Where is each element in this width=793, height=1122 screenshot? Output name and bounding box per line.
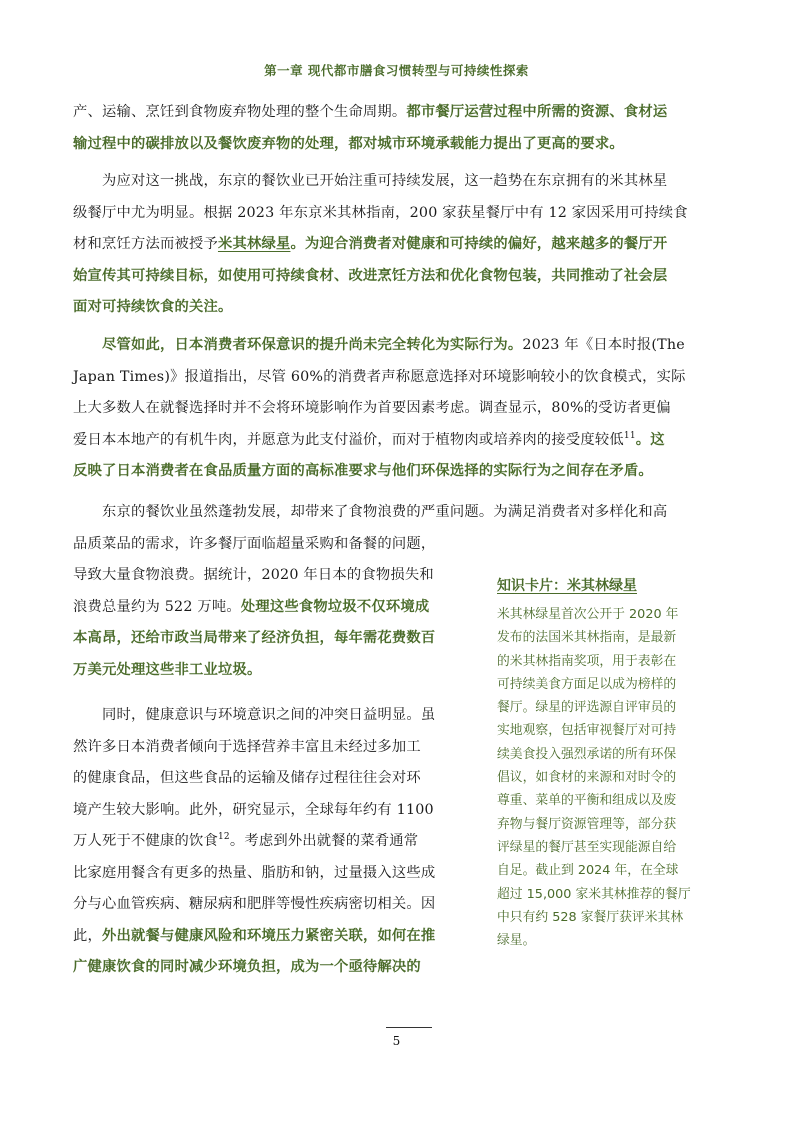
paragraph-line: 境产生较大影响。此外，研究显示，全球每年约有 1100 [73, 801, 434, 818]
card-line: 倡议，如食材的来源和对时令的 [497, 770, 677, 786]
paragraph-5 [73, 700, 435, 984]
paragraph-line: 然许多日本消费者倾向于选择营养丰富且未经过多加工 [73, 738, 421, 755]
card-line: 可持续美食方面足以成为榜样的 [497, 676, 677, 692]
highlight-run: 都市餐厅运营过程中所需的资源、食材运 [406, 104, 668, 120]
card-line: 评绿星的餐厅甚至实现能源自给 [497, 839, 677, 855]
card-line: 的米其林指南奖项，用于表彰在 [497, 653, 677, 669]
highlight-run: 外出就餐与健康风险和环境压力紧密关联，如何在推 [102, 927, 436, 944]
paragraph-line [73, 425, 686, 457]
page-number: 5 [392, 1034, 401, 1048]
text-run: 。考虑到外出就餐的菜肴通常 [229, 833, 419, 849]
card-line: 续美食投入强烈承诺的所有环保 [497, 746, 677, 762]
paragraph-2 [73, 166, 688, 324]
paragraph-line: 为应对这一挑战，东京的餐饮业已开始注重可持续发展，这一趋势在东京拥有的米其林星 [102, 173, 668, 189]
card-line: 中只有约 528 家餐厅获评米其林 [497, 909, 684, 925]
paragraph-line: 万美元处理这些非工业垃圾。 [73, 661, 262, 678]
card-line: 餐厅。绿星的评选源自评审员的 [497, 700, 677, 716]
card-line: 绿星。 [497, 933, 536, 949]
paragraph-line: 上大多数人在就餐选择时并不会将环境影响作为首要因素考虑。调查显示，80%的受访者更偏 [73, 400, 671, 416]
text-run: 此， [73, 927, 102, 944]
footer-divider [386, 1027, 432, 1028]
footnote-ref-11[interactable]: 11 [623, 430, 636, 441]
paragraph-line: 始宣传其可持续目标，如使用可持续食材、改进烹饪方法和优化食物包装，共同推动了社会层 [73, 267, 668, 284]
text-run: 2023 年《日本时报(The [522, 337, 685, 353]
michelin-green-star-link[interactable]: 米其林绿星 [217, 236, 291, 252]
paragraph-line: 分与心血管疾病、糖尿病和肥胖等慢性疾病密切相关。因 [73, 896, 436, 912]
paragraph-line [73, 826, 435, 858]
paragraph-line: 级餐厅中尤为明显。根据 2023 年东京米其林指南，200 家获星餐厅中有 12 家因采用可持续食 [73, 204, 688, 221]
card-line: 米其林绿星首次公开于 2020 年 [497, 607, 679, 622]
paragraph-line [73, 330, 686, 362]
knowledge-card-title: 知识卡片：米其林绿星 [497, 578, 637, 594]
card-line: 发布的法国米其林指南，是最新 [497, 630, 677, 646]
card-line: 自足。截止到 2024 年，在全球 [497, 863, 679, 879]
text-run: 产、运输、烹饪到食物废弃物处理的整个生命周期。 [73, 104, 407, 120]
text-run: 材和烹饪方法而被授予 [73, 236, 218, 252]
card-line: 超过 15,000 家米其林推荐的餐厅 [497, 886, 691, 902]
paragraph-line: 广健康饮食的同时减少环境负担，成为一个亟待解决的 [73, 959, 421, 975]
paragraph-line: 反映了日本消费者在食品质量方面的高标准要求与他们环保选择的实际行为之间存在矛盾。 [73, 463, 653, 479]
card-line: 弃物与餐厅资源管理等，部分获 [497, 816, 677, 832]
chapter-header: 第一章 现代都市膳食习惯转型与可持续性探索 [264, 63, 529, 78]
card-line: 实地观察，包括审视餐厅对可持 [497, 723, 677, 739]
card-line: 尊重、菜单的平衡和组成以及废 [497, 793, 677, 809]
paragraph-line: 同时，健康意识与环境意识之间的冲突日益明显。虽 [102, 707, 436, 723]
highlight-run: 处理这些食物垃圾不仅环境成 [240, 598, 430, 615]
footnote-ref-12[interactable]: 12 [217, 832, 230, 843]
highlight-run: 。为迎合消费者对健康和可持续的偏好，越来越多的餐厅开 [290, 236, 668, 252]
highlight-run: 尽管如此，日本消费者环保意识的提升尚未完全转化为实际行为。 [102, 337, 523, 353]
text-run: 万人死于不健康的饮食 [73, 833, 218, 849]
paragraph-line [73, 97, 667, 129]
paragraph-line: 导致大量食物浪费。据统计，2020 年日本的食物损失和 [73, 567, 434, 583]
paragraph-1 [73, 97, 667, 160]
paragraph-line: 品质菜品的需求，许多餐厅面临超量采购和备餐的问题， [73, 535, 436, 552]
highlight-run: 。这 [635, 431, 665, 448]
knowledge-card [497, 573, 722, 952]
text-run: 浪费总量约为 522 万吨。 [73, 598, 241, 615]
paragraph-line: 本高昂，还给市政当局带来了经济负担，每年需花费数百 [73, 630, 436, 646]
paragraph-line: 东京的餐饮业虽然蓬勃发展，却带来了食物浪费的严重问题。为满足消费者对多样化和高 [102, 504, 668, 520]
paragraph-line: Japan Times)》报道指出，尽管 60%的消费者声称愿意选择对环境影响较小的饮食模式，实际 [73, 368, 686, 385]
paragraph-line [73, 921, 435, 953]
paragraph-line: 输过程中的碳排放以及餐饮废弃物的处理，都对城市环境承载能力提出了更高的要求。 [73, 135, 624, 152]
knowledge-card-body [497, 603, 722, 952]
paragraph-line: 的健康食品，但这些食品的运输及储存过程往往会对环 [73, 770, 421, 786]
paragraph-line: 面对可持续饮食的关注。 [73, 299, 233, 315]
paragraph-line: 比家庭用餐含有更多的热量、脂肪和钠，过量摄入这些成 [73, 864, 436, 881]
text-run: 爱日本本地产的有机牛肉，并愿意为此支付溢价，而对于植物肉或培养肉的接受度较低 [73, 431, 624, 448]
paragraph-3 [73, 330, 686, 488]
paragraph-line [73, 229, 688, 261]
